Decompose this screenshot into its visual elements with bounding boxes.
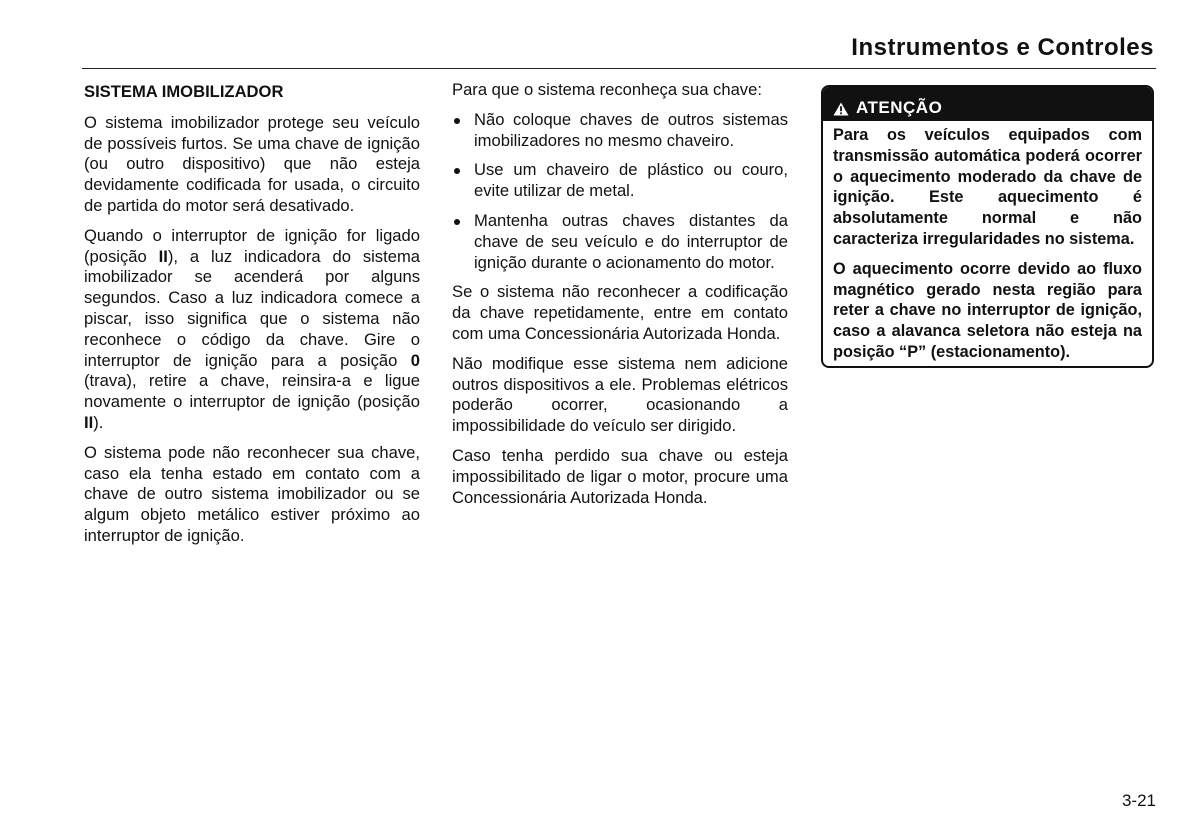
text-segment: (trava), retire a chave, reinsira-a e ligue novamente o interruptor de ignição (posição [84, 371, 420, 412]
warning-box [821, 85, 1154, 368]
list-item [452, 110, 788, 152]
paragraph-intro: O sistema imobilizador protege seu veículo de possíveis furtos. Se uma chave de ignição (ou outro dispositivo) que não esteja devidamente codificada for usada, o circuito de partida do motor será desativado. [84, 112, 420, 215]
text-segment: ), a luz indicadora do sistema imobilizador se acenderá por alguns segundos. Caso a luz indicadora comece a piscar, isso significa que o sistema não reconhece o código da chave. Gire o interruptor de ignição para a posição [84, 246, 420, 370]
left-column [84, 80, 420, 556]
list-item-text: Não coloque chaves de outros sistemas imobilizadores no mesmo chaveiro. [474, 109, 788, 150]
warning-title: ATENÇÃO [856, 97, 943, 117]
list-item-text: Use um chaveiro de plástico ou couro, evite utilizar de metal. [474, 160, 788, 201]
warning-paragraph: Para os veículos equipados com transmissão automática poderá ocorrer o aquecimento moderado da chave de ignição. Este aquecimento é absolutamente normal e não caracteriza irregularidades no sistema. [833, 126, 1142, 248]
bullet-icon [454, 219, 460, 225]
bullet-icon [454, 118, 460, 124]
paragraph-lost-key: Caso tenha perdido sua chave ou esteja impossibilitado de ligar o motor, procure uma Concessionária Autorizada Honda. [452, 445, 788, 507]
position-label: II [158, 246, 168, 266]
middle-column [452, 80, 788, 517]
bullet-list [452, 110, 788, 274]
warning-body [823, 121, 1152, 363]
paragraph-dealer: Se o sistema não reconhecer a codificação da chave repetidamente, entre em contato com uma Concessionária Autorizada Honda. [452, 282, 788, 343]
list-item-text: Mantenha outras chaves distantes da chave de seu veículo e do interruptor de ignição durante o acionamento do motor. [474, 210, 788, 272]
paragraph-modify: Não modifique esse sistema nem adicione outros dispositivos a ele. Problemas elétricos poderão ocorrer, ocasionando a impossibilidade do veículo ser dirigido. [452, 353, 788, 436]
bullets-intro: Para que o sistema reconheça sua chave: [452, 80, 762, 99]
list-item [452, 160, 788, 202]
section-title: Instrumentos e Controles [851, 34, 1154, 61]
warning-header [823, 87, 1152, 121]
text-segment: Quando o interruptor de ignição for ligado (posição [84, 225, 420, 266]
header-divider [82, 68, 1156, 69]
paragraph-recognition: O sistema pode não reconhecer sua chave, caso ela tenha estado em contato com a chave de outro sistema imobilizador ou se algum objeto metálico estiver próximo ao interruptor de ignição. [84, 442, 420, 545]
text-segment: ). [93, 412, 104, 432]
list-item [452, 211, 788, 273]
section-heading: SISTEMA IMOBILIZADOR [84, 82, 284, 101]
warning-paragraph: O aquecimento ocorre devido ao fluxo magnético gerado nesta região para reter a chave no interruptor de ignição, caso a alavanca seletora não esteja na posição “P” (estacionamento). [833, 259, 1142, 361]
page-number: 3-21 [1121, 791, 1156, 810]
bullet-icon [454, 168, 460, 174]
position-label: 0 [410, 350, 420, 370]
paragraph-indicator [84, 226, 420, 434]
position-label: II [84, 412, 94, 432]
warning-triangle-icon [833, 101, 849, 115]
